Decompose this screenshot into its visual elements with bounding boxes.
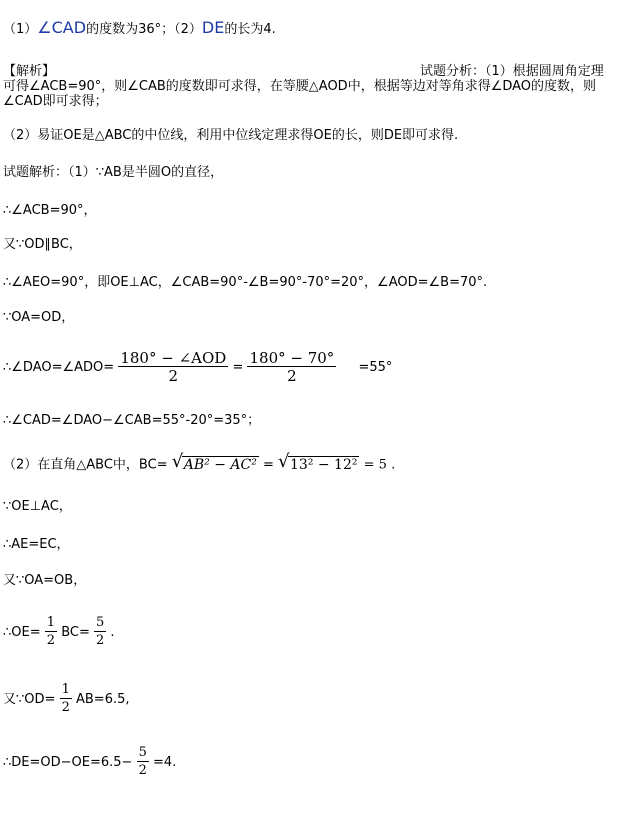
fraction-numerator: 180° − ∠AOD [120,349,227,367]
fraction-numerator: 1 [46,615,56,630]
equals-sign: = [232,360,244,375]
fraction [137,745,149,780]
s8-result: = 5 [363,457,387,473]
solution-line13 [3,682,130,717]
fraction-denominator: 2 [138,763,147,778]
fraction [247,350,336,385]
answer-part1-label: （1） [3,22,38,37]
solution-line1: 试题解析：（1）∵AB是半圆O的直径， [3,165,224,180]
answer-cad: CAD [51,18,87,37]
solution-line7: ∴∠CAD=∠DAO−∠CAB=55°-20°=35°； [3,413,261,428]
fraction-denominator: 2 [287,367,297,385]
equals-sign: = [262,457,274,473]
s12-prefix: ∴OE= [3,625,41,640]
analysis-line4: （2）易证OE是△ABC的中位线，利用中位线定理求得OE的长，则DE即可求得. [3,128,459,143]
solution-line14 [3,745,176,780]
fraction [60,682,72,717]
fraction-numerator: 180° − 70° [249,349,335,367]
fraction-numerator: 5 [96,615,105,630]
solution-line10: ∴AE=EC， [3,537,70,552]
analysis-heading: 【解析】 [3,64,56,79]
fraction-denominator: 2 [46,633,56,648]
answer-text1: 的度数为36°；（2） [86,22,202,37]
answer-text2: 的长为4. [224,22,276,37]
radicand: 13² − 12² [290,457,358,473]
fraction-denominator: 2 [168,367,179,385]
sqrt-expression: √ 13² − 12² [278,451,358,473]
solution-line9: ∵OE⊥AC， [3,499,72,514]
s8-prefix: （2）在直角△ABC中，BC= [3,457,168,473]
fraction-denominator: 2 [96,633,105,648]
s12-suffix: . [110,625,115,640]
angle-symbol: ∠ [37,18,52,37]
analysis-line2: 可得∠ACB=90°，则∠CAB的度数即可求得，在等腰△AOD中，根据等边对等角求得∠DAO的度数，则 [3,79,597,94]
s13-prefix: 又∵OD= [3,692,56,707]
s6-prefix: ∴∠DAO=∠ADO= [3,360,115,375]
s6-suffix: =55° [358,360,393,375]
answer-line [3,20,276,38]
solution-line4: ∴∠AEO=90°，即OE⊥AC，∠CAB=90°-∠B=90°-70°=20°，∠AOD=∠B=70°. [3,275,488,290]
s13-suffix: AB=6.5, [75,692,130,707]
solution-line2: ∴∠ACB=90°， [3,203,97,218]
fraction [45,615,57,650]
s14-suffix: =4. [153,755,177,770]
analysis-line3: ∠CAD即可求得； [3,94,108,109]
solution-line11: 又∵OA=OB， [3,573,87,588]
solution-line5: ∵OA=OD， [3,310,75,325]
analysis-line1-right: 试题分析：（1）根据圆周角定理 [420,64,604,79]
answer-de: DE [201,18,225,37]
s8-suffix: . [391,457,396,473]
fraction [94,615,106,650]
s14-prefix: ∴DE=OD−OE=6.5− [3,755,133,770]
fraction-numerator: 1 [61,682,70,697]
fraction [118,350,228,385]
fraction-denominator: 2 [61,700,70,715]
s12-mid: BC= [61,625,90,640]
sqrt-expression: √ AB² − AC² [171,451,257,473]
radicand: AB² − AC² [183,457,257,473]
solution-line3: 又∵OD∥BC， [3,237,82,252]
fraction-numerator: 5 [138,745,147,760]
solution-line6 [3,350,392,385]
solution-line12 [3,615,115,650]
solution-line8 [3,451,396,474]
